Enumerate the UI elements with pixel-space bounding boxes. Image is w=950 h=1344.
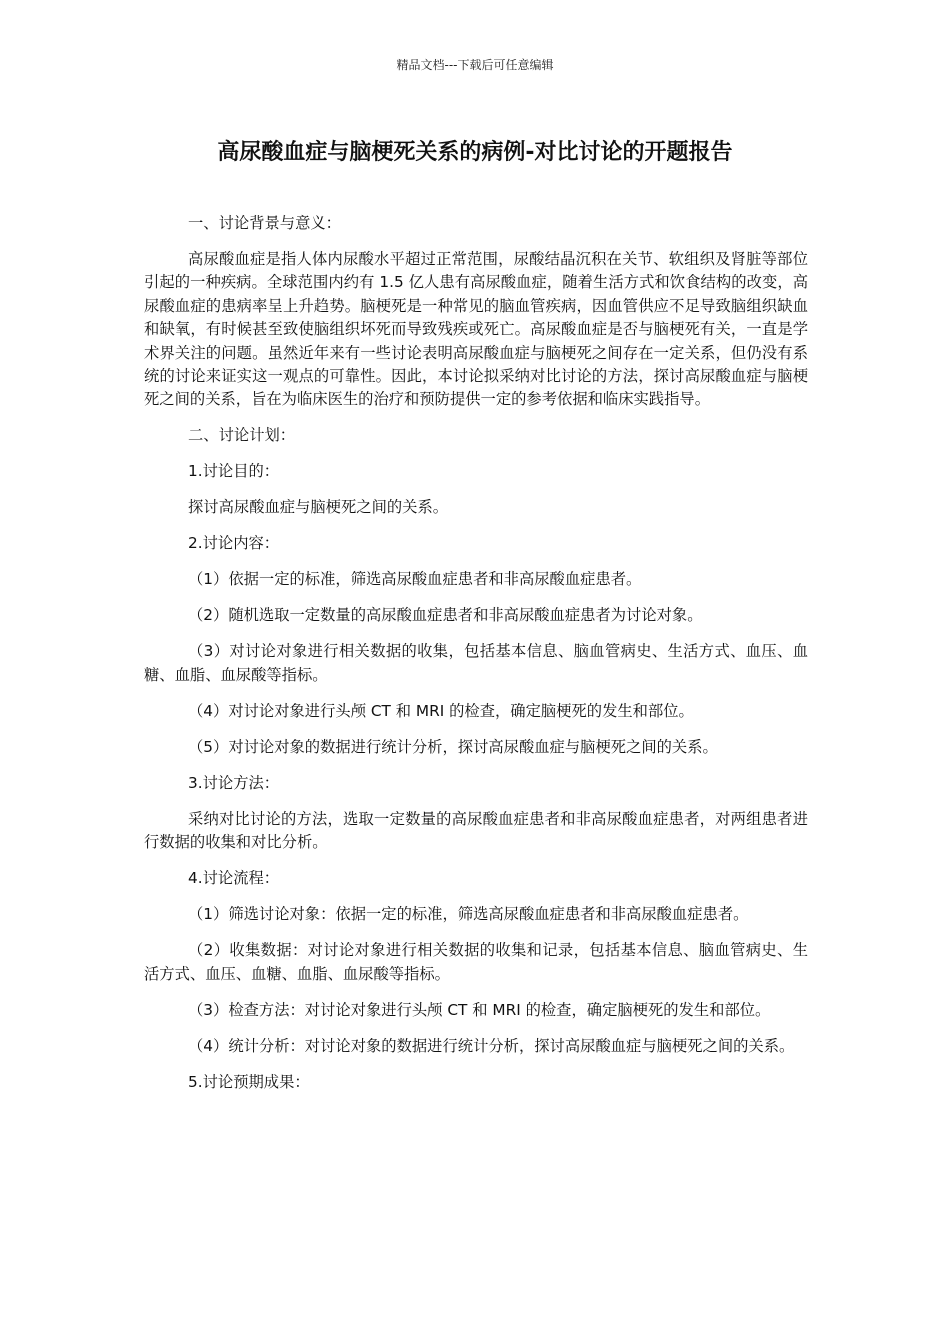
subheading-content: 2.讨论内容： [188,534,280,553]
subheading-expected-results: 5.讨论预期成果： [188,1072,310,1091]
list-item-content-3: （3）对讨论对象进行相关数据的收集，包括基本信息、脑血管病史、生活方式、血压、血糖、血脂、血尿酸等指标。 [144,642,808,684]
document-title: 高尿酸血症与脑梗死关系的病例-对比讨论的开题报告 [217,140,733,165]
section-heading-plan: 二、讨论计划： [188,426,296,445]
subheading-process: 4.讨论流程： [188,869,280,888]
list-item-process-3: （3）检查方法：对讨论对象进行头颅 CT 和 MRI 的检查，确定脑梗死的发生和部位。 [188,1000,771,1019]
document-body [144,212,808,1107]
list-item-process-1: （1）筛选讨论对象：依据一定的标准，筛选高尿酸血症患者和非高尿酸血症患者。 [188,905,749,924]
page-header: 精品文档---下载后可任意编辑 [396,58,554,72]
paragraph-background: 高尿酸血症是指人体内尿酸水平超过正常范围，尿酸结晶沉积在关节、软组织及肾脏等部位引起的一种疾病。全球范围内约有 1.5 亿人患有高尿酸血症，随着生活方式和饮食结构的改变，高尿酸血症的患病率呈上升趋势。脑梗死是一种常见的脑血管疾病，因血管供应不足导致脑组织缺血和缺氧，有时候甚至致使脑组织坏死而导致残疾或死亡。高尿酸血症是否与脑梗死有关，一直是学术界关注的问题。虽然近年来有一些讨论表明高尿酸血症与脑梗死之间存在一定关系，但仍没有系统的讨论来证实这一观点的可靠性。因此，本讨论拟采纳对比讨论的方法，探讨高尿酸血症与脑梗死之间的关系，旨在为临床医生的治疗和预防提供一定的参考依据和临床实践指导。 [144,250,808,409]
paragraph-method: 采纳对比讨论的方法，选取一定数量的高尿酸血症患者和非高尿酸血症患者，对两组患者进行数据的收集和对比分析。 [144,809,808,852]
subheading-method: 3.讨论方法： [188,773,280,792]
list-item-content-4: （4）对讨论对象进行头颅 CT 和 MRI 的检查，确定脑梗死的发生和部位。 [188,701,694,720]
list-item-process-2: （2）收集数据：对讨论对象进行相关数据的收集和记录，包括基本信息、脑血管病史、生活方式、血压、血糖、血脂、血尿酸等指标。 [144,941,808,983]
list-item-content-2: （2）随机选取一定数量的高尿酸血症患者和非高尿酸血症患者为讨论对象。 [188,606,703,625]
list-item-content-1: （1）依据一定的标准，筛选高尿酸血症患者和非高尿酸血症患者。 [188,570,642,589]
paragraph-purpose: 探讨高尿酸血症与脑梗死之间的关系。 [188,498,449,517]
section-heading-background: 一、讨论背景与意义： [188,214,341,232]
subheading-purpose: 1.讨论目的： [188,462,280,481]
list-item-process-4: （4）统计分析：对讨论对象的数据进行统计分析，探讨高尿酸血症与脑梗死之间的关系。 [188,1036,795,1055]
list-item-content-5: （5）对讨论对象的数据进行统计分析，探讨高尿酸血症与脑梗死之间的关系。 [188,737,718,756]
